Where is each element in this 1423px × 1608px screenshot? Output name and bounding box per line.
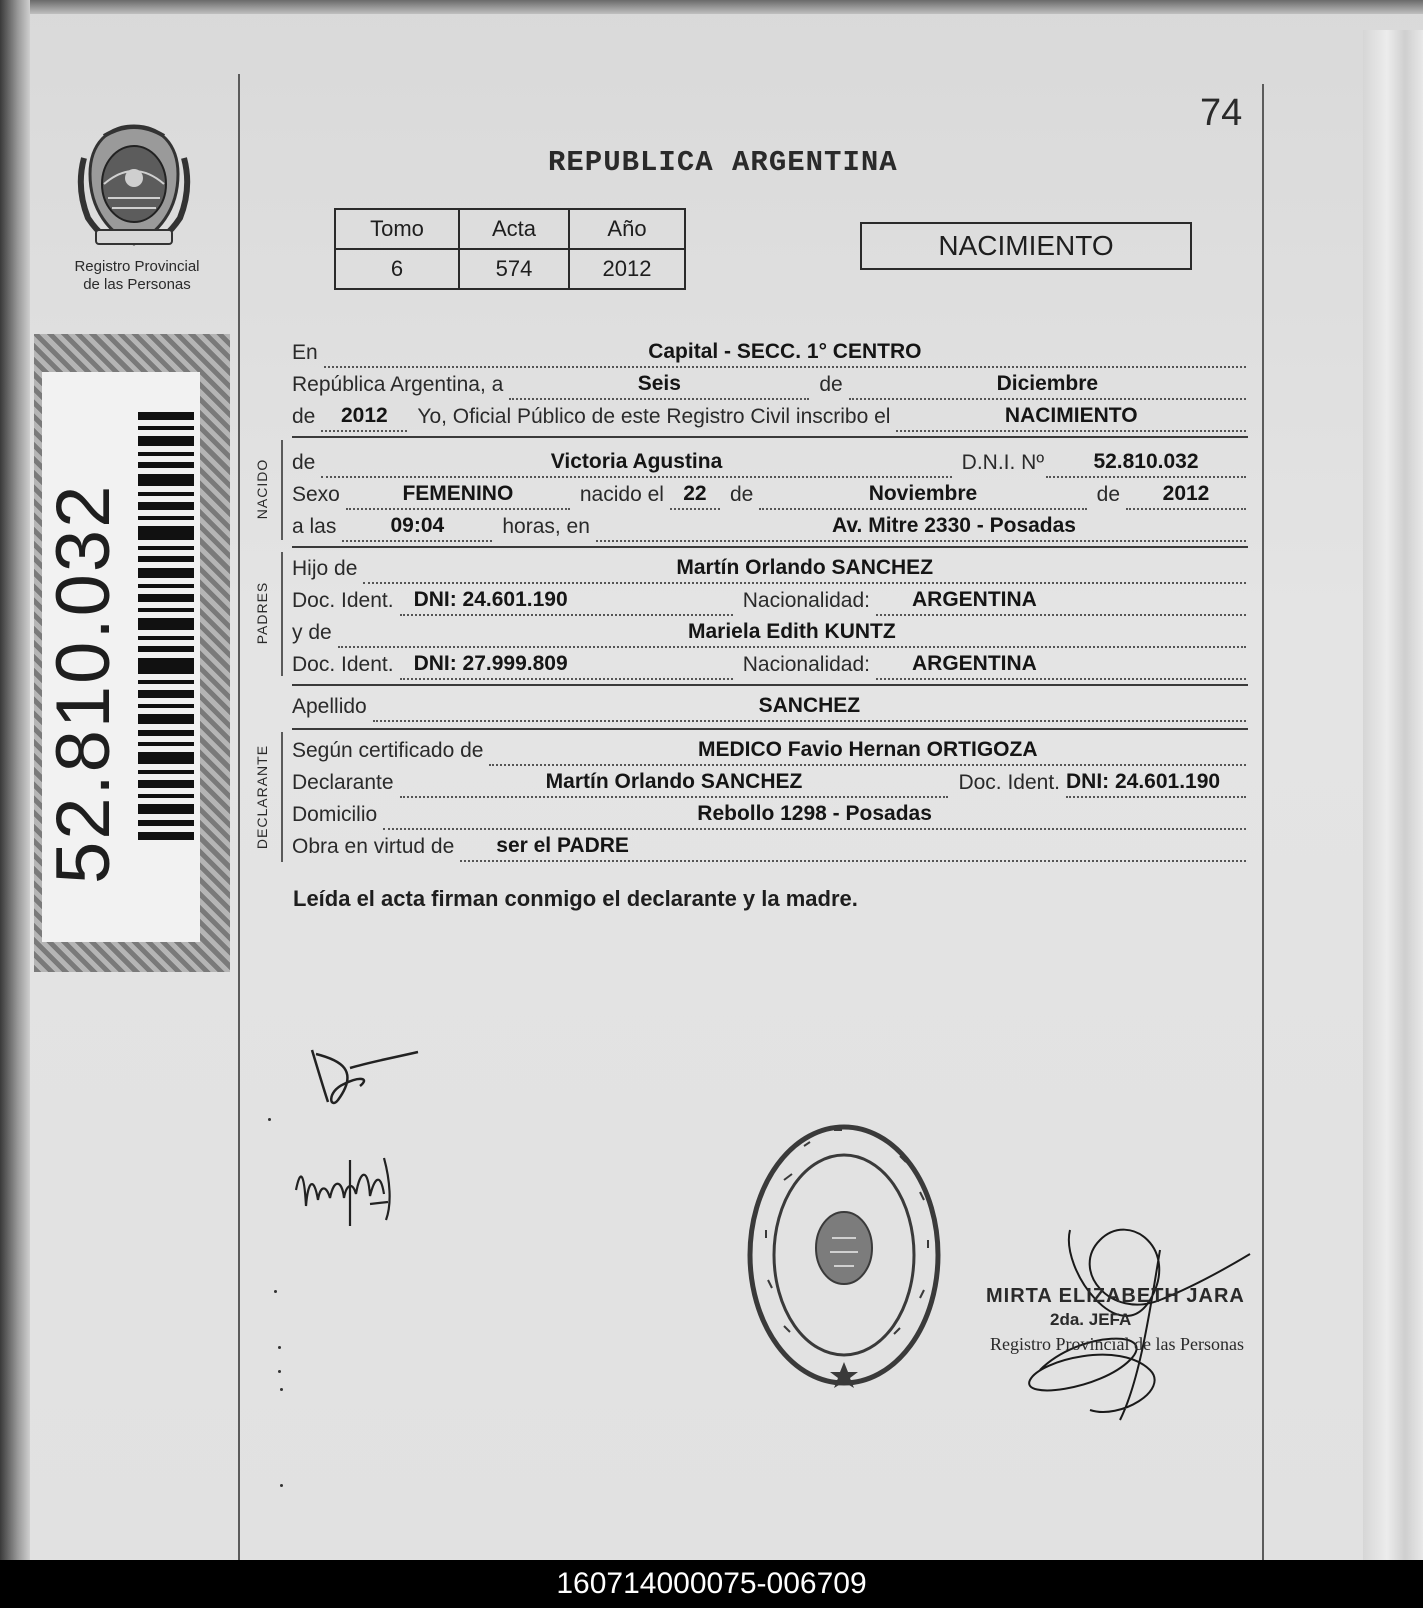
barcode-icon bbox=[138, 412, 194, 840]
registry-caption-line2: de las Personas bbox=[83, 276, 191, 293]
declarant-doc-value: DNI: 24.601.190 bbox=[1066, 770, 1246, 798]
mother-nationality-value: ARGENTINA bbox=[876, 652, 1246, 680]
padres-section-bar bbox=[281, 552, 283, 676]
margin-dot bbox=[280, 1484, 283, 1487]
birth-day-value: 22 bbox=[670, 482, 720, 510]
separator-line bbox=[292, 728, 1248, 730]
record-reference-table bbox=[334, 208, 686, 290]
row-mother-name bbox=[292, 616, 1246, 648]
year-value: 2012 bbox=[321, 404, 407, 432]
time-value: 09:04 bbox=[342, 514, 492, 542]
dni-value: 52.810.032 bbox=[1046, 450, 1246, 478]
declarant-name-value: Martín Orlando SANCHEZ bbox=[400, 770, 949, 798]
declarante-section-label: DECLARANTE bbox=[254, 744, 270, 850]
mother-name-value: Mariela Edith KUNTZ bbox=[338, 620, 1246, 648]
birth-month-value: Noviembre bbox=[759, 482, 1086, 510]
row-father-name bbox=[292, 552, 1246, 584]
official-organization: Registro Provincial de las Personas bbox=[990, 1334, 1244, 1354]
row-child-name bbox=[292, 446, 1246, 478]
page-edge-left bbox=[0, 0, 30, 1560]
margin-dot bbox=[274, 1290, 277, 1293]
de-label: de bbox=[819, 373, 843, 396]
barcode-number: 52.810.032 bbox=[41, 483, 126, 884]
mother-doc-label: Doc. Ident. bbox=[292, 653, 394, 676]
yde-label: y de bbox=[292, 621, 332, 644]
row-address bbox=[292, 798, 1246, 830]
row-apellido bbox=[292, 690, 1246, 722]
apellido-label: Apellido bbox=[292, 695, 367, 718]
apellido-value: SANCHEZ bbox=[373, 694, 1246, 722]
margin-dot bbox=[278, 1370, 281, 1373]
misiones-coat-of-arms-icon bbox=[74, 118, 194, 258]
padres-section-label: PADRES bbox=[254, 581, 270, 645]
inscribo-value: NACIMIENTO bbox=[896, 404, 1246, 432]
row-time-place bbox=[292, 510, 1246, 542]
registry-caption bbox=[52, 258, 222, 294]
margin-dot bbox=[280, 1388, 283, 1391]
row-mother-doc bbox=[292, 648, 1246, 680]
sexo-label: Sexo bbox=[292, 483, 340, 506]
mother-doc-value: DNI: 27.999.809 bbox=[400, 652, 733, 680]
anio-header: Año bbox=[569, 209, 685, 249]
separator-line bbox=[292, 436, 1248, 438]
child-name-value: Victoria Agustina bbox=[321, 450, 951, 478]
nacido-section-bar bbox=[281, 440, 283, 540]
sexo-value: FEMENINO bbox=[346, 482, 570, 510]
father-doc-value: DNI: 24.601.190 bbox=[400, 588, 733, 616]
month-value: Diciembre bbox=[849, 372, 1246, 400]
birth-de1-label: de bbox=[729, 483, 754, 506]
row-father-doc bbox=[292, 584, 1246, 616]
row-place bbox=[292, 336, 1246, 368]
horas-label: horas, en bbox=[502, 515, 590, 538]
hijo-label: Hijo de bbox=[292, 557, 358, 580]
row-birth bbox=[292, 478, 1246, 510]
father-name-value: Martín Orlando SANCHEZ bbox=[363, 556, 1246, 584]
record-table-value-row bbox=[335, 249, 685, 289]
page-edge-right bbox=[1363, 30, 1423, 1560]
obra-value: ser el PADRE bbox=[460, 834, 1246, 862]
official-stamp-icon bbox=[744, 1120, 944, 1390]
birth-place-value: Av. Mitre 2330 - Posadas bbox=[596, 514, 1246, 542]
child-de-label: de bbox=[292, 451, 316, 474]
row-declarant bbox=[292, 766, 1246, 798]
page-edge-top bbox=[0, 0, 1423, 14]
footer-document-code: 160714000075-006709 bbox=[0, 1560, 1423, 1608]
dni-label: D.N.I. Nº bbox=[961, 451, 1044, 474]
country-title: REPUBLICA ARGENTINA bbox=[548, 146, 898, 179]
cert-label: Según certificado de bbox=[292, 739, 484, 762]
birth-de2-label: de bbox=[1096, 483, 1120, 506]
anio-value: 2012 bbox=[569, 249, 685, 289]
record-table-header-row bbox=[335, 209, 685, 249]
year-de-label: de bbox=[292, 405, 316, 428]
page-number: 74 bbox=[1200, 92, 1243, 134]
record-type-box: NACIMIENTO bbox=[860, 222, 1192, 270]
declarant-doc-label: Doc. Ident. bbox=[958, 771, 1060, 794]
margin-line-left bbox=[238, 74, 240, 1560]
father-nationality-value: ARGENTINA bbox=[876, 588, 1246, 616]
declarante-section-bar bbox=[281, 732, 283, 862]
margin-line-right bbox=[1262, 84, 1264, 1560]
separator-line bbox=[292, 546, 1248, 548]
read-note: Leída el acta firman conmigo el declarante y la madre. bbox=[293, 886, 858, 911]
official-name: MIRTA ELIZABETH JARA bbox=[986, 1285, 1245, 1307]
alas-label: a las bbox=[292, 515, 337, 538]
row-year bbox=[292, 400, 1246, 432]
declarante-label: Declarante bbox=[292, 771, 394, 794]
tomo-value: 6 bbox=[335, 249, 459, 289]
tomo-header: Tomo bbox=[335, 209, 459, 249]
domicilio-label: Domicilio bbox=[292, 803, 378, 826]
obra-label: Obra en virtud de bbox=[292, 835, 455, 858]
margin-dot bbox=[278, 1346, 281, 1349]
birth-year-value: 2012 bbox=[1126, 482, 1246, 510]
nacido-label: nacido el bbox=[579, 483, 664, 506]
row-date bbox=[292, 368, 1246, 400]
address-value: Rebollo 1298 - Posadas bbox=[383, 802, 1246, 830]
separator-line bbox=[292, 684, 1248, 686]
registry-caption-line1: Registro Provincial bbox=[74, 258, 200, 275]
margin-dot bbox=[268, 1118, 271, 1121]
declarant-signature bbox=[300, 1040, 430, 1110]
mother-nat-label: Nacionalidad: bbox=[742, 653, 870, 676]
certificate-value: MEDICO Favio Hernan ORTIGOZA bbox=[489, 738, 1246, 766]
father-doc-label: Doc. Ident. bbox=[292, 589, 394, 612]
acta-header: Acta bbox=[459, 209, 569, 249]
row-certificate bbox=[292, 734, 1246, 766]
inscribo-text: Yo, Oficial Público de este Registro Civil inscribo el bbox=[417, 405, 891, 428]
father-nat-label: Nacionalidad: bbox=[742, 589, 870, 612]
official-rank: 2da. JEFA bbox=[1050, 1310, 1132, 1329]
en-label: En bbox=[292, 341, 318, 364]
place-of-registration-value: Capital - SECC. 1° CENTRO bbox=[324, 340, 1246, 368]
mother-signature bbox=[290, 1150, 410, 1230]
nacido-section-label: NACIDO bbox=[254, 458, 270, 520]
republica-label: República Argentina, a bbox=[292, 373, 504, 396]
barcode-panel bbox=[34, 334, 230, 972]
row-obra bbox=[292, 830, 1246, 862]
acta-value: 574 bbox=[459, 249, 569, 289]
day-value: Seis bbox=[509, 372, 809, 400]
